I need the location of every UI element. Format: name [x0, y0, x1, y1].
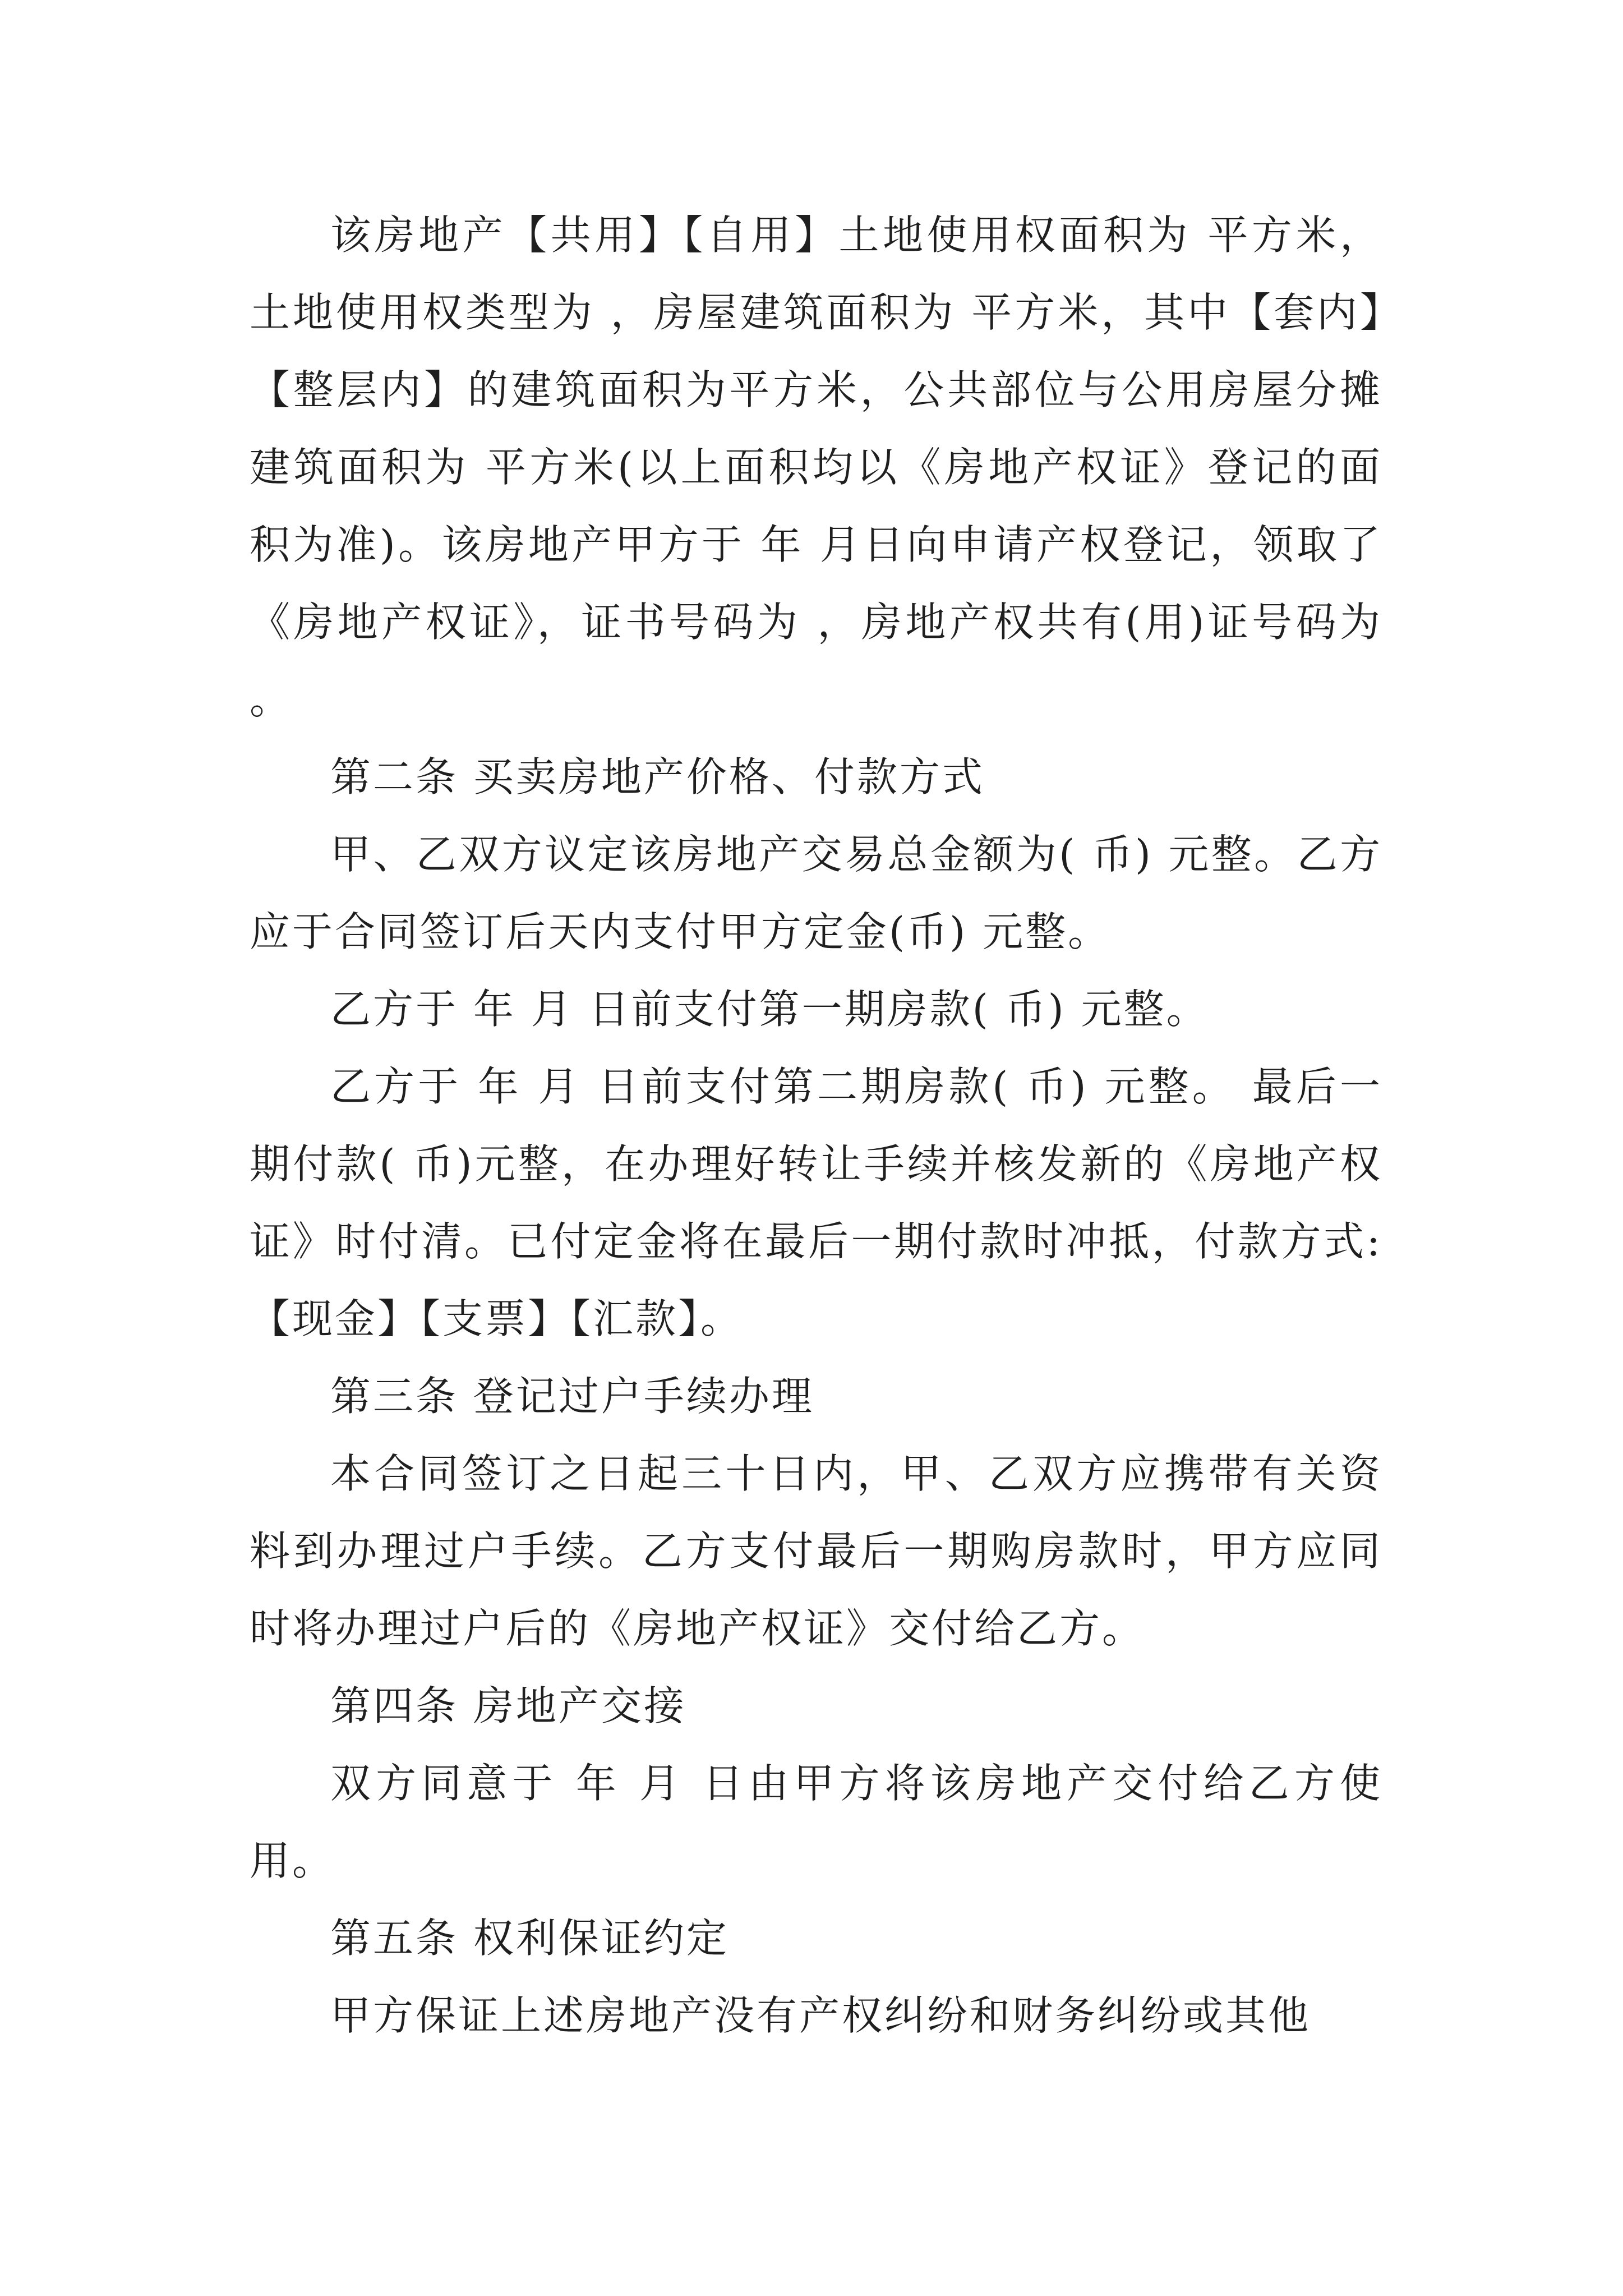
paragraph-rights-guarantee: 甲方保证上述房地产没有产权纠纷和财务纠纷或其他	[330, 1992, 1311, 2039]
heading-article-4: 第四条 房地产交接	[330, 1682, 686, 1729]
paragraph-second-payment: 乙方于 年 月 日前支付第二期房款( 币) 元整。 最后一期付款( 币)元整，在办理好转让手续并核发新的《房地产权证》时付清。已付定金将在最后一期付款时冲抵，付款方式:【现金】【支票】【汇款】。	[250, 1063, 1382, 1342]
heading-article-2: 第二条 买卖房地产价格、付款方式	[330, 753, 985, 800]
paragraph-first-payment: 乙方于 年 月 日前支付第一期房款( 币) 元整。	[330, 986, 1209, 1033]
paragraph-transfer-procedure: 本合同签订之日起三十日内，甲、乙双方应携带有关资料到办理过户手续。乙方支付最后一期购房款时，甲方应同时将办理过户后的《房地产权证》交付给乙方。	[250, 1450, 1382, 1652]
paragraph-handover: 双方同意于 年 月 日由甲方将该房地产交付给乙方使用。	[250, 1760, 1382, 1884]
paragraph-total-price: 甲、乙双方议定该房地产交易总金额为( 币) 元整。乙方应于合同签订后天内支付甲方定金(币) 元整。	[250, 831, 1382, 955]
paragraph-property-area: 该房地产【共用】【自用】土地使用权面积为 平方米，土地使用权类型为 ，房屋建筑面积为 平方米，其中【套内】【整层内】的建筑面积为平方米，公共部位与公用房屋分摊建筑面积为 平方米(以上面积均以《房地产权证》登记的面积为准)。该房地产甲方于 年 月日向申请产权登记，领取了《房地产权证》，证书号码为 ，房地产权共有(用)证号码为 。	[250, 211, 1382, 723]
document-body	[250, 196, 1382, 2054]
heading-article-3: 第三条 登记过户手续办理	[330, 1373, 814, 1420]
heading-article-5: 第五条 权利保证约定	[330, 1915, 729, 1962]
